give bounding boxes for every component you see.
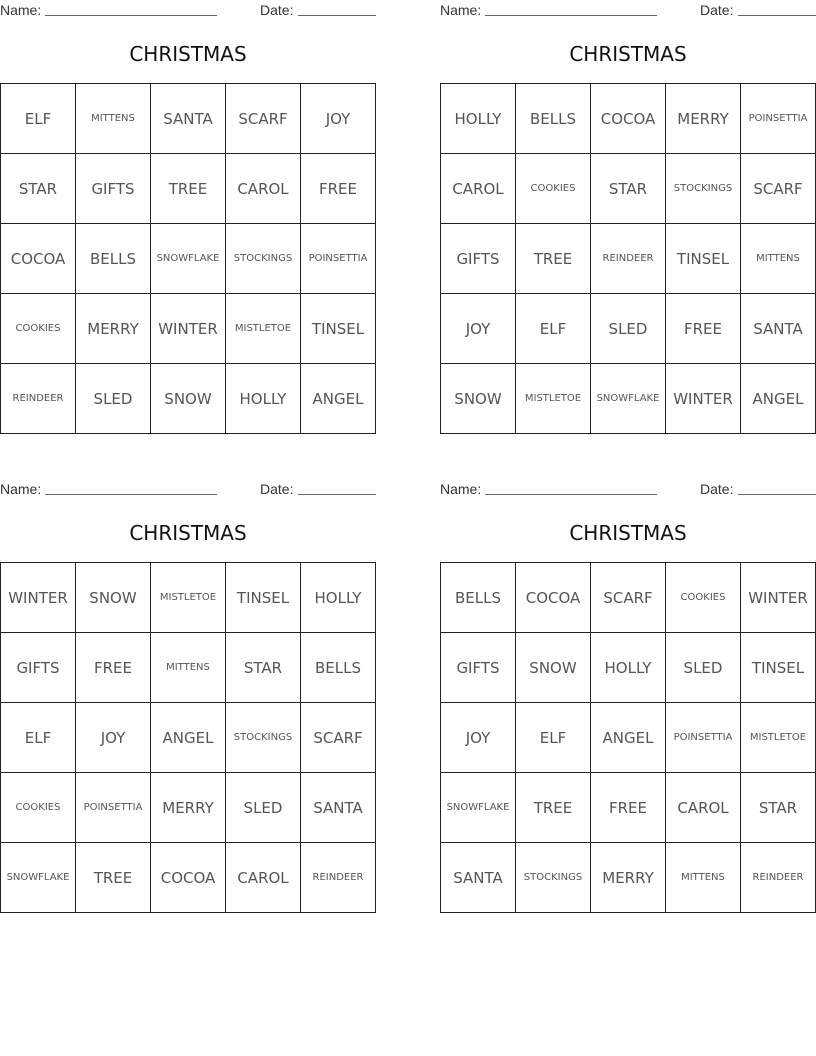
bingo-grid (0, 83, 376, 434)
date-blank-line[interactable] (298, 15, 376, 16)
name-label: Name: (440, 2, 482, 18)
grid-cell[interactable]: CAROL (226, 843, 301, 913)
grid-cell[interactable]: SNOWFLAKE (441, 773, 516, 843)
grid-row (441, 773, 816, 843)
grid-cell[interactable]: MITTENS (76, 84, 151, 154)
grid-cell[interactable]: FREE (301, 154, 376, 224)
name-label: Name: (0, 481, 42, 497)
grid-cell[interactable]: CAROL (226, 154, 301, 224)
grid-row (1, 773, 376, 843)
grid-cell[interactable]: POINSETTIA (301, 224, 376, 294)
grid-row (1, 224, 376, 294)
grid-cell[interactable]: TREE (151, 154, 226, 224)
date-label: Date: (260, 2, 294, 18)
grid-cell[interactable]: SLED (76, 364, 151, 434)
date-blank-line[interactable] (738, 494, 816, 495)
date-blank-line[interactable] (298, 494, 376, 495)
grid-row (441, 294, 816, 364)
grid-cell[interactable]: SNOWFLAKE (591, 364, 666, 434)
grid-cell[interactable]: TREE (516, 773, 591, 843)
grid-cell[interactable]: SNOW (516, 633, 591, 703)
grid-row (441, 224, 816, 294)
grid-cell[interactable]: WINTER (666, 364, 741, 434)
bingo-card (0, 0, 376, 432)
grid-cell[interactable]: ANGEL (741, 364, 816, 434)
date-blank-line[interactable] (738, 15, 816, 16)
grid-cell[interactable]: COOKIES (1, 294, 76, 364)
grid-cell[interactable]: WINTER (151, 294, 226, 364)
name-label: Name: (440, 481, 482, 497)
date-label: Date: (260, 481, 294, 497)
grid-cell[interactable]: SCARF (301, 703, 376, 773)
grid-cell[interactable]: FREE (591, 773, 666, 843)
name-blank-line[interactable] (485, 494, 657, 495)
grid-cell[interactable]: MERRY (76, 294, 151, 364)
grid-cell[interactable]: GIFTS (441, 633, 516, 703)
name-label: Name: (0, 2, 42, 18)
grid-cell[interactable]: CAROL (441, 154, 516, 224)
name-blank-line[interactable] (45, 494, 217, 495)
grid-cell[interactable]: MISTLETOE (226, 294, 301, 364)
card-header (440, 479, 816, 501)
grid-cell[interactable]: SNOW (76, 563, 151, 633)
grid-cell[interactable]: ELF (516, 294, 591, 364)
card-title: CHRISTMAS (129, 42, 247, 66)
bingo-card (440, 0, 816, 432)
grid-row (1, 843, 376, 913)
grid-cell[interactable]: SANTA (301, 773, 376, 843)
name-blank-line[interactable] (45, 15, 217, 16)
grid-cell[interactable]: BELLS (76, 224, 151, 294)
grid-cell[interactable]: TREE (516, 224, 591, 294)
grid-cell[interactable]: COCOA (516, 563, 591, 633)
grid-cell[interactable]: SNOWFLAKE (151, 224, 226, 294)
grid-cell[interactable]: MERRY (151, 773, 226, 843)
grid-cell[interactable]: ANGEL (151, 703, 226, 773)
grid-row (1, 364, 376, 434)
grid-cell[interactable]: HOLLY (441, 84, 516, 154)
grid-cell[interactable]: SLED (226, 773, 301, 843)
grid-cell[interactable]: SNOWFLAKE (1, 843, 76, 913)
grid-row (1, 294, 376, 364)
bingo-grid (440, 562, 816, 913)
grid-cell[interactable]: REINDEER (301, 843, 376, 913)
grid-cell[interactable]: REINDEER (591, 224, 666, 294)
grid-row (441, 843, 816, 913)
grid-cell[interactable]: ANGEL (301, 364, 376, 434)
grid-cell[interactable]: WINTER (1, 563, 76, 633)
grid-cell[interactable]: MITTENS (666, 843, 741, 913)
grid-cell[interactable]: MISTLETOE (151, 563, 226, 633)
bingo-grid (440, 83, 816, 434)
grid-cell[interactable]: GIFTS (1, 633, 76, 703)
grid-cell[interactable]: STOCKINGS (516, 843, 591, 913)
grid-cell[interactable]: TINSEL (226, 563, 301, 633)
grid-row (1, 154, 376, 224)
card-header (440, 0, 816, 22)
grid-cell[interactable]: FREE (666, 294, 741, 364)
grid-cell[interactable]: SANTA (151, 84, 226, 154)
grid-cell[interactable]: STOCKINGS (226, 224, 301, 294)
bingo-card (0, 479, 376, 911)
bingo-grid (0, 562, 376, 913)
grid-cell[interactable]: SCARF (741, 154, 816, 224)
grid-cell[interactable]: SANTA (441, 843, 516, 913)
grid-row (441, 633, 816, 703)
grid-cell[interactable]: WINTER (741, 563, 816, 633)
date-label: Date: (700, 2, 734, 18)
grid-cell[interactable]: STOCKINGS (226, 703, 301, 773)
grid-cell[interactable]: TINSEL (301, 294, 376, 364)
grid-cell[interactable]: HOLLY (591, 633, 666, 703)
grid-cell[interactable]: COOKIES (516, 154, 591, 224)
grid-cell[interactable]: ANGEL (591, 703, 666, 773)
grid-cell[interactable]: MERRY (666, 84, 741, 154)
grid-row (1, 563, 376, 633)
card-header (0, 479, 376, 501)
grid-cell[interactable]: REINDEER (741, 843, 816, 913)
grid-cell[interactable]: TINSEL (741, 633, 816, 703)
grid-cell[interactable]: STOCKINGS (666, 154, 741, 224)
grid-cell[interactable]: MISTLETOE (741, 703, 816, 773)
grid-cell[interactable]: POINSETTIA (741, 84, 816, 154)
grid-cell[interactable]: GIFTS (76, 154, 151, 224)
grid-cell[interactable]: BELLS (441, 563, 516, 633)
grid-cell[interactable]: HOLLY (301, 563, 376, 633)
grid-cell[interactable]: POINSETTIA (666, 703, 741, 773)
grid-row (441, 84, 816, 154)
grid-cell[interactable]: BELLS (301, 633, 376, 703)
grid-cell[interactable]: TREE (76, 843, 151, 913)
grid-row (441, 154, 816, 224)
grid-cell[interactable]: FREE (76, 633, 151, 703)
grid-cell[interactable]: JOY (441, 294, 516, 364)
grid-cell[interactable]: BELLS (516, 84, 591, 154)
grid-cell[interactable]: STAR (591, 154, 666, 224)
grid-cell[interactable]: SNOW (151, 364, 226, 434)
grid-cell[interactable]: MITTENS (151, 633, 226, 703)
grid-row (1, 633, 376, 703)
grid-cell[interactable]: SNOW (441, 364, 516, 434)
grid-cell[interactable]: SLED (591, 294, 666, 364)
grid-row (441, 563, 816, 633)
grid-cell[interactable]: SLED (666, 633, 741, 703)
grid-row (1, 703, 376, 773)
grid-cell[interactable]: STAR (741, 773, 816, 843)
grid-cell[interactable]: COOKIES (666, 563, 741, 633)
card-title: CHRISTMAS (569, 42, 687, 66)
date-label: Date: (700, 481, 734, 497)
grid-cell[interactable]: MISTLETOE (516, 364, 591, 434)
grid-row (441, 364, 816, 434)
grid-cell[interactable]: ELF (1, 84, 76, 154)
card-title: CHRISTMAS (129, 521, 247, 545)
grid-cell[interactable]: ELF (1, 703, 76, 773)
grid-row (441, 703, 816, 773)
grid-cell[interactable]: SCARF (591, 563, 666, 633)
grid-cell[interactable]: ELF (516, 703, 591, 773)
card-title: CHRISTMAS (569, 521, 687, 545)
grid-cell[interactable]: COCOA (151, 843, 226, 913)
grid-cell[interactable]: MERRY (591, 843, 666, 913)
grid-cell[interactable]: JOY (76, 703, 151, 773)
grid-cell[interactable]: POINSETTIA (76, 773, 151, 843)
grid-cell[interactable]: COOKIES (1, 773, 76, 843)
grid-cell[interactable]: GIFTS (441, 224, 516, 294)
grid-cell[interactable]: SANTA (741, 294, 816, 364)
grid-cell[interactable]: HOLLY (226, 364, 301, 434)
grid-cell[interactable]: CAROL (666, 773, 741, 843)
grid-cell[interactable]: SCARF (226, 84, 301, 154)
grid-cell[interactable]: TINSEL (666, 224, 741, 294)
grid-cell[interactable]: JOY (441, 703, 516, 773)
grid-cell[interactable]: STAR (226, 633, 301, 703)
grid-cell[interactable]: MITTENS (741, 224, 816, 294)
card-header (0, 0, 376, 22)
name-blank-line[interactable] (485, 15, 657, 16)
grid-cell[interactable]: STAR (1, 154, 76, 224)
grid-cell[interactable]: REINDEER (1, 364, 76, 434)
grid-cell[interactable]: COCOA (1, 224, 76, 294)
grid-cell[interactable]: COCOA (591, 84, 666, 154)
grid-cell[interactable]: JOY (301, 84, 376, 154)
bingo-card (440, 479, 816, 911)
grid-row (1, 84, 376, 154)
